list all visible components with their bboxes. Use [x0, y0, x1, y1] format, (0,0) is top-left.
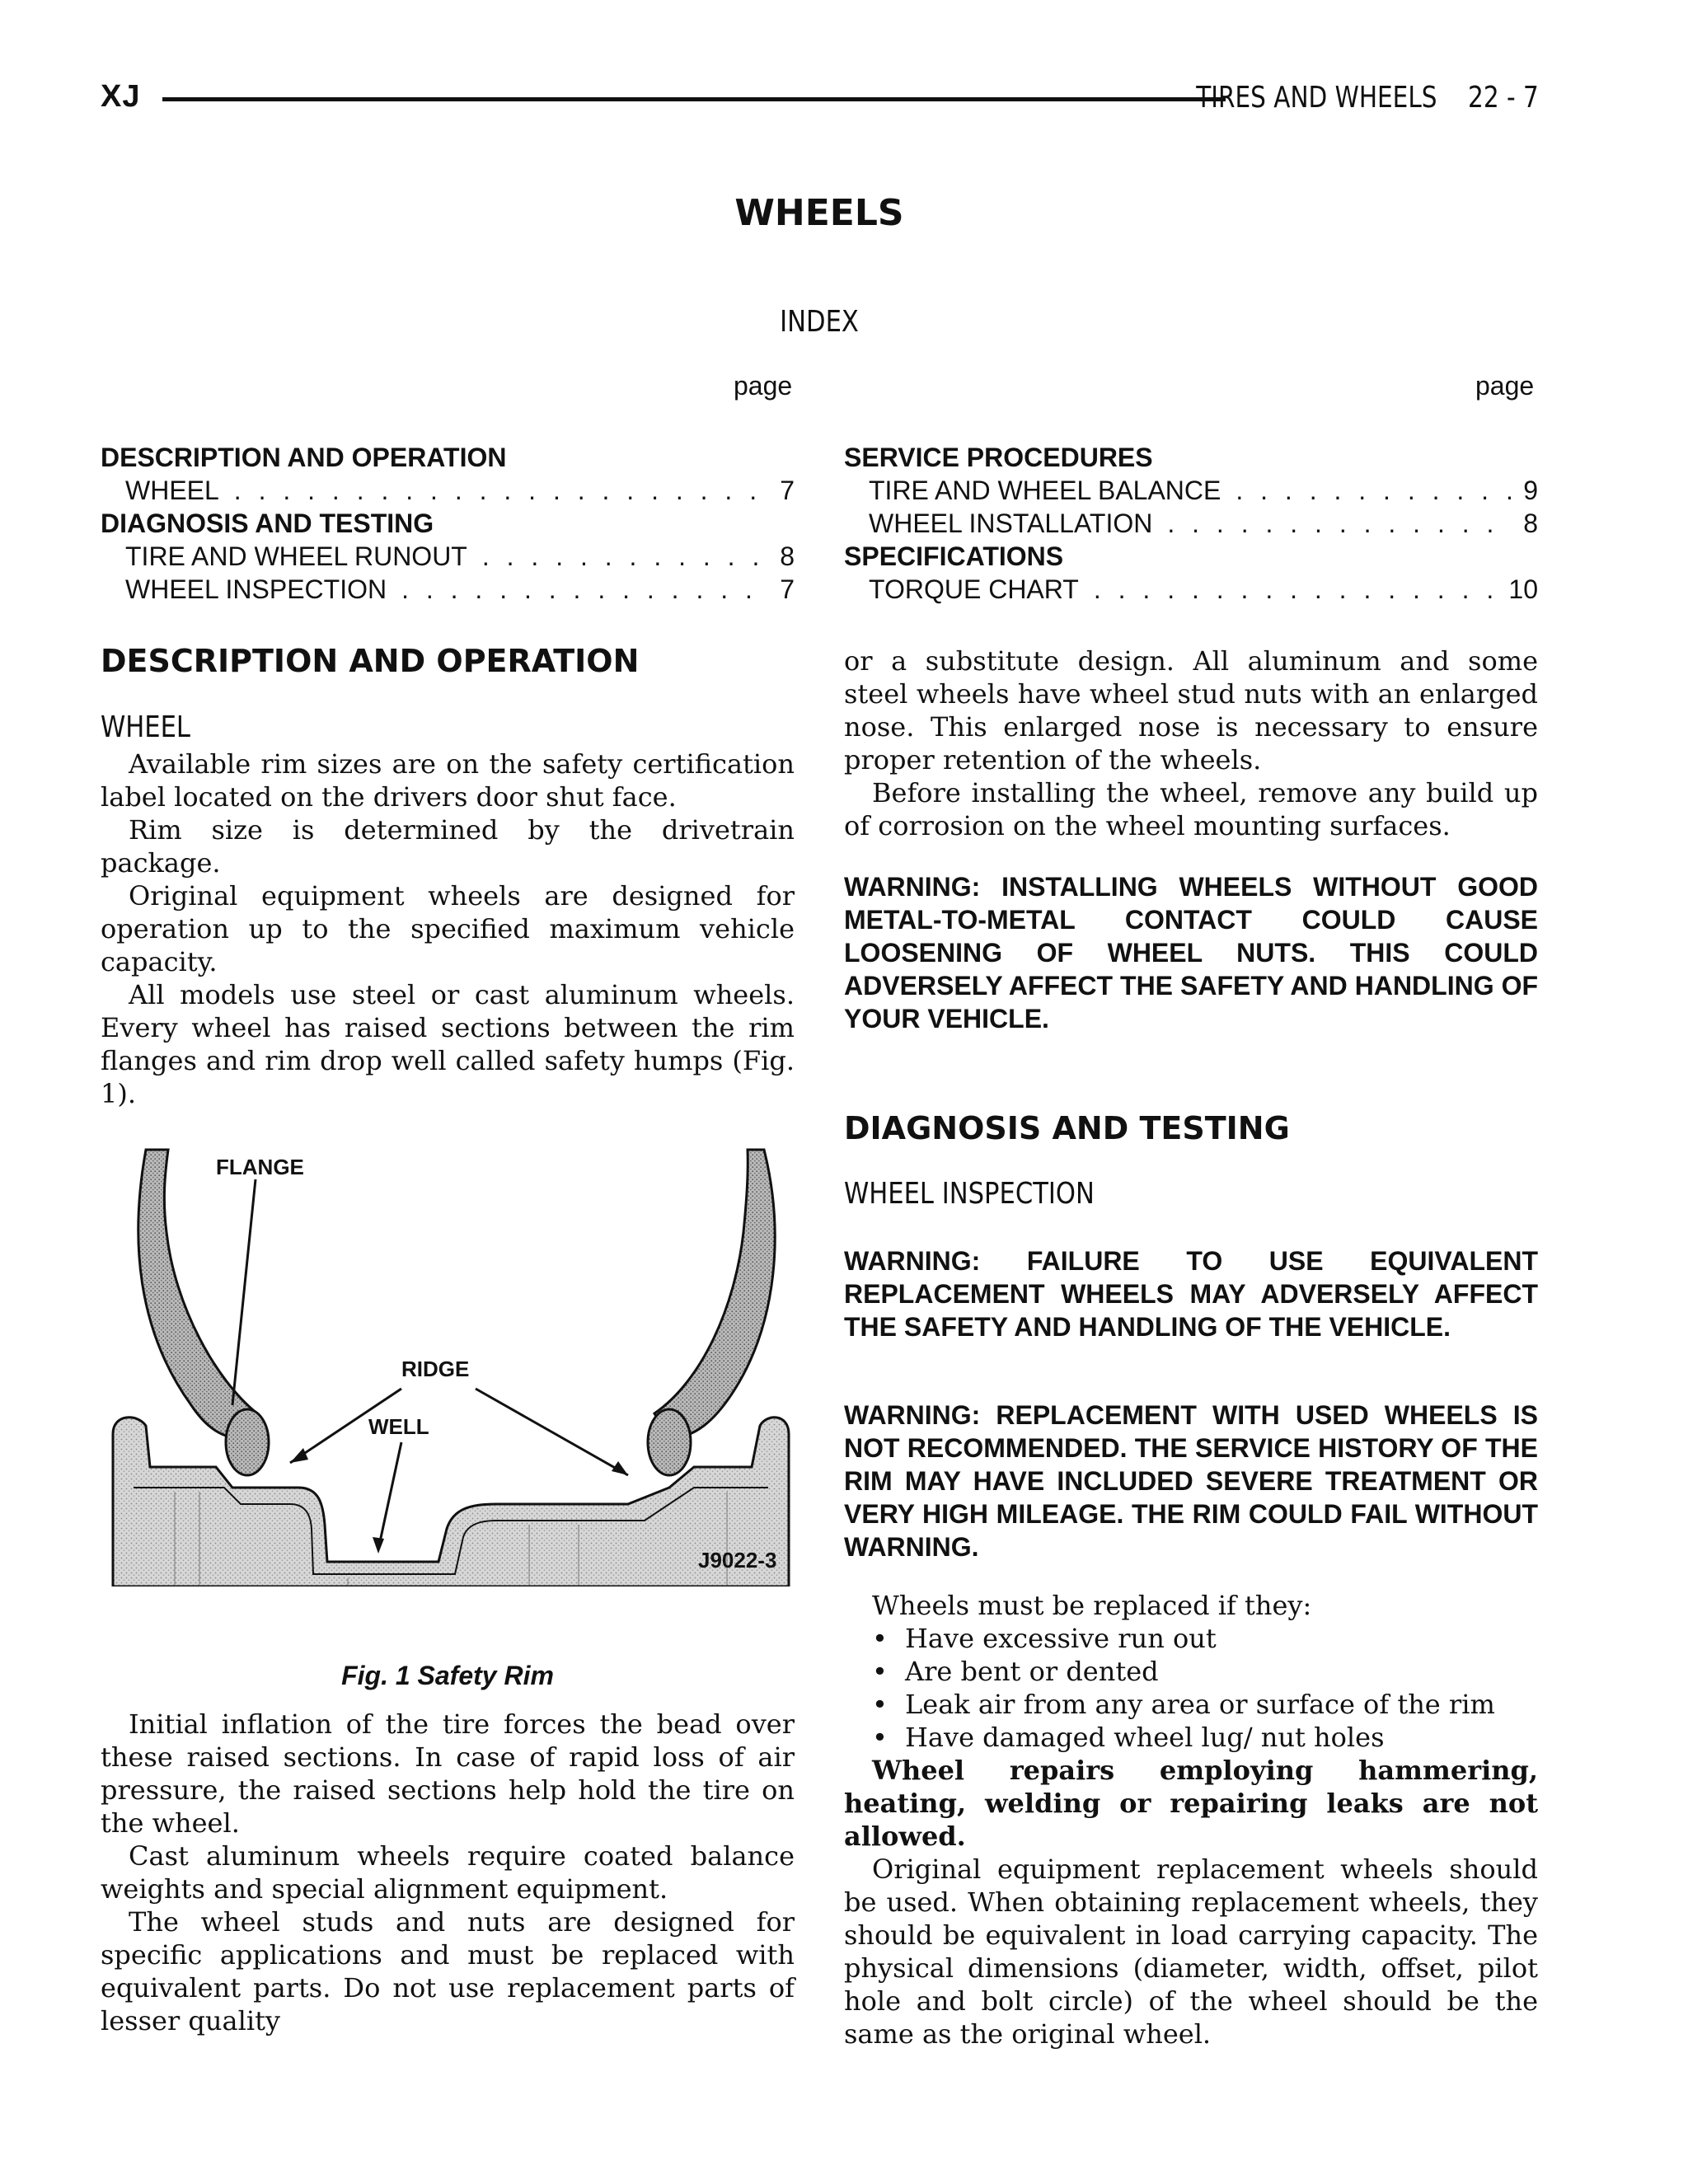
- leader-flange: [232, 1179, 256, 1405]
- paragraph: or a substitute design. All aluminum and some steel wheels have wheel stud nuts with an enlarged nose. This enlarged nose is necessary to ensure proper retention of the wheels.: [844, 645, 1538, 776]
- toc-leader: [1236, 476, 1512, 506]
- toc-entry-label: TIRE AND WHEEL RUNOUT: [125, 541, 467, 571]
- toc-entry[interactable]: [869, 476, 1538, 506]
- toc-entry-label: WHEEL INSPECTION: [125, 574, 387, 604]
- paragraph: Rim size is determined by the drivetrain package.: [101, 814, 795, 879]
- toc-heading: SERVICE PROCEDURES: [844, 443, 1153, 472]
- subheading-wheel-inspection: WHEEL INSPECTION: [844, 1177, 1095, 1211]
- toc-leader: [401, 574, 768, 605]
- inspection-body: [844, 1589, 1538, 2050]
- paragraph: Initial inflation of the tire forces the bead over these raised sections. In case of rapid loss of air pressure, the raised sections help hold the tire on the wheel.: [101, 1708, 795, 1839]
- toc-entry[interactable]: [125, 541, 795, 572]
- toc-entry-page: 9: [1523, 476, 1538, 505]
- arrow-ridge-right: [612, 1461, 628, 1475]
- toc-leader: [482, 541, 768, 572]
- paragraph: The wheel studs and nuts are designed for specific applications and must be replaced with equivalent parts. Do not use replacement parts of lesser quality: [101, 1906, 795, 2036]
- arrow-well: [373, 1537, 384, 1554]
- tire-bead-left: [226, 1409, 269, 1475]
- warning-metal-contact: WARNING: INSTALLING WHEELS WITHOUT GOOD METAL-TO-METAL CONTACT COULD CAUSE LOOSENING OF WHEEL NUTS. THIS COULD ADVERSELY AFFECT THE SAFETY AND HANDLING OF YOUR VEHICLE.: [844, 872, 1538, 1033]
- description-body-continued: [101, 1708, 795, 2037]
- toc-entry-label: WHEEL: [125, 476, 219, 505]
- tire-sidewall-left: [138, 1150, 257, 1438]
- arrow-ridge-left: [290, 1448, 308, 1463]
- toc-leader: [234, 476, 768, 506]
- header-rule: [162, 97, 1226, 101]
- paragraph: Available rim sizes are on the safety certification label located on the drivers door shut face.: [101, 748, 795, 813]
- toc-heading: SPECIFICATIONS: [844, 541, 1064, 571]
- tire-sidewall-right: [654, 1150, 775, 1438]
- page-title: WHEELS: [734, 192, 904, 234]
- label-well: WELL: [368, 1414, 429, 1439]
- tire-bead-right: [648, 1409, 691, 1475]
- list-item: • Have damaged wheel lug/ nut holes: [844, 1721, 1538, 1754]
- leader-ridge-right: [476, 1389, 628, 1475]
- list-item: • Have excessive run out: [844, 1622, 1538, 1655]
- list-item: • Are bent or dented: [844, 1655, 1538, 1688]
- label-flange: FLANGE: [216, 1155, 304, 1179]
- section-heading-description: DESCRIPTION AND OPERATION: [101, 643, 640, 679]
- running-header: [101, 79, 1539, 119]
- toc-entry-label: WHEEL INSTALLATION: [869, 509, 1153, 538]
- toc-entry[interactable]: [869, 574, 1538, 605]
- paragraph: Original equipment wheels are designed for operation up to the specified maximum vehicle capacity.: [101, 880, 795, 977]
- list-item: • Leak air from any area or surface of the rim: [844, 1688, 1538, 1721]
- toc-entry-label: TORQUE CHART: [869, 574, 1079, 604]
- toc-entry-page: 8: [1523, 509, 1538, 538]
- toc-heading: DIAGNOSIS AND TESTING: [101, 509, 434, 538]
- safety-rim-figure: [101, 1141, 795, 1586]
- paragraph: Wheels must be replaced if they:: [872, 1590, 1312, 1621]
- header-section-page: TIRES AND WHEELS 22 - 7: [1196, 81, 1539, 115]
- bold-note: Wheel repairs employing hammering, heating, welding or repairing leaks are not allowed.: [844, 1755, 1538, 1852]
- replacement-criteria-list: [844, 1622, 1538, 1754]
- toc-entry-page: 7: [780, 476, 795, 505]
- leader-well: [378, 1442, 401, 1549]
- section-heading-diagnosis: DIAGNOSIS AND TESTING: [844, 1110, 1290, 1146]
- figure-caption: Fig. 1 Safety Rim: [341, 1661, 554, 1690]
- toc-heading: DESCRIPTION AND OPERATION: [101, 443, 507, 472]
- description-body: [101, 748, 795, 1110]
- index-page-label-left: page: [734, 371, 793, 401]
- toc-entry[interactable]: [125, 476, 795, 506]
- warning-equivalent-wheels: WARNING: FAILURE TO USE EQUIVALENT REPLACEMENT WHEELS MAY ADVERSELY AFFECT THE SAFETY AND HANDLING OF THE VEHICLE.: [844, 1246, 1538, 1342]
- description-continued-right: [844, 644, 1538, 842]
- toc-entry-page: 10: [1508, 574, 1538, 604]
- figure-code: J9022-3: [698, 1548, 777, 1572]
- toc-leader: [1094, 574, 1498, 605]
- paragraph: Original equipment replacement wheels should be used. When obtaining replacement wheels, they should be equivalent in load carrying capacity. The physical dimensions (diameter, width, offset, pilot hole and bolt circle) of the wheel should be the same as the original wheel.: [844, 1854, 1538, 2050]
- subheading-wheel: WHEEL: [101, 710, 190, 744]
- toc-entry[interactable]: [125, 574, 795, 605]
- paragraph: Cast aluminum wheels require coated balance weights and special alignment equipment.: [101, 1840, 795, 1905]
- toc-entry-page: 8: [780, 541, 795, 571]
- index-page-label-right: page: [1475, 371, 1535, 401]
- warning-used-wheels: WARNING: REPLACEMENT WITH USED WHEELS IS NOT RECOMMENDED. THE SERVICE HISTORY OF THE RIM MAY HAVE INCLUDED SEVERE TREATMENT OR VERY HIGH MILEAGE. THE RIM COULD FAIL WITHOUT WARNING.: [844, 1400, 1538, 1562]
- index-heading: INDEX: [780, 305, 859, 339]
- toc-entry-page: 7: [780, 574, 795, 604]
- paragraph: Before installing the wheel, remove any build up of corrosion on the wheel mounting surfaces.: [844, 777, 1538, 841]
- toc-entry[interactable]: [869, 509, 1538, 539]
- label-ridge: RIDGE: [401, 1357, 470, 1381]
- toc-leader: [1167, 509, 1512, 539]
- toc-entry-label: TIRE AND WHEEL BALANCE: [869, 476, 1221, 505]
- header-model: XJ: [101, 79, 141, 114]
- paragraph: All models use steel or cast aluminum wheels. Every wheel has raised sections between the rim flanges and rim drop well called safety humps (Fig. 1).: [101, 979, 795, 1109]
